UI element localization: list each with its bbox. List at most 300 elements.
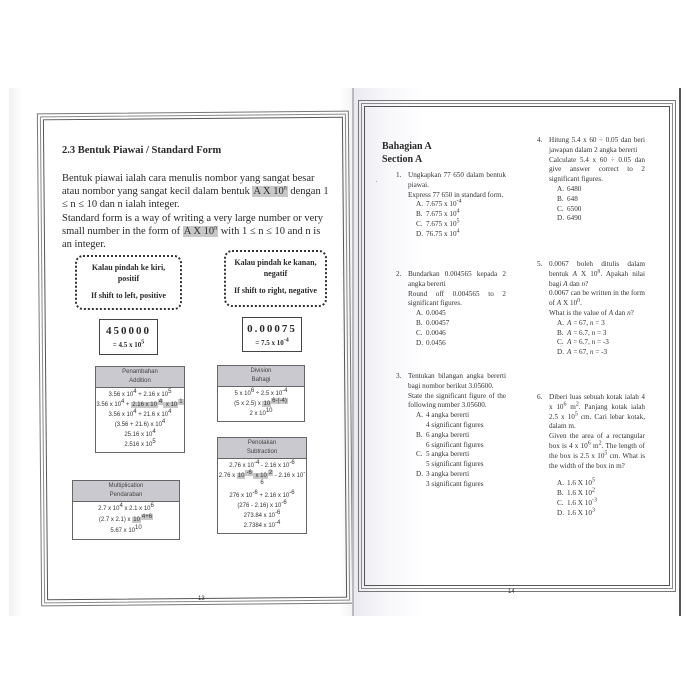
option-label: C. — [416, 328, 423, 337]
question-text — [549, 260, 645, 319]
definition-english-text: Standard form is a way of writing a very large number or very small number in the form of — [62, 213, 324, 237]
highlighted-exponent: -6 — [246, 470, 252, 476]
text-run: 4 angka bererti — [426, 411, 470, 420]
option-label: A. — [416, 200, 423, 209]
text-run: m — [590, 441, 599, 450]
question-number: 2. — [396, 270, 402, 278]
text-run: 5 x 10 — [234, 391, 251, 397]
variable: A — [567, 318, 572, 327]
question-number: 3. — [396, 372, 402, 380]
text-run: 2.516 x 10 — [124, 442, 153, 448]
exponent: 4 — [168, 409, 172, 415]
option-text — [567, 329, 606, 337]
question-text — [408, 372, 506, 411]
text-run: State the significant figure of the following number 3.05600. — [408, 391, 506, 410]
option-text — [567, 214, 581, 222]
exponent: 5 — [456, 218, 460, 225]
working-step — [218, 461, 306, 471]
text-run: Ungkapkan 77 650 dalam bentuk piawai. — [408, 171, 506, 189]
option-label: A. — [557, 184, 564, 193]
table-body — [218, 387, 304, 421]
text-run: . — [580, 299, 582, 308]
text-run: 273.84 x 10 — [243, 513, 275, 519]
note-english: If shift to left, positive — [91, 291, 166, 300]
exponent: 10 — [135, 525, 142, 531]
text-run: . Panjang kotak ialah 2.5 x 10 — [549, 402, 646, 421]
header-malay: Penambahan — [122, 369, 158, 375]
answer-option — [557, 348, 645, 358]
exponent: 5 — [591, 477, 595, 484]
text-run: = 67, — [571, 318, 590, 327]
answer-options — [557, 479, 645, 518]
option-translation: 3 significant figures — [426, 479, 484, 488]
working-step — [218, 389, 304, 399]
working-step — [218, 501, 306, 511]
question-number: 4. — [537, 136, 543, 144]
text-run: ? — [585, 279, 589, 288]
exponent: 4 — [121, 399, 125, 405]
text-run: x 2.1 x 10 — [122, 506, 151, 512]
exponent: -6 — [275, 510, 281, 516]
text-run: Round off 0.004565 to 2 significant figures. — [408, 289, 506, 308]
section-heading — [382, 140, 432, 166]
text-run: = -3 — [595, 338, 609, 347]
answer-option — [557, 479, 645, 489]
exponent: 6 — [563, 401, 567, 408]
text-run: 2.76 x — [218, 473, 237, 479]
exponent: 5 — [604, 450, 608, 457]
variable: n — [591, 328, 596, 337]
example-number: 0.00075 — [247, 323, 297, 335]
text-run: (276 - 2.16) x 10 — [237, 503, 282, 509]
text-run: 7.675 x 10 — [426, 210, 457, 219]
question-number: 6. — [537, 393, 543, 401]
option-label: C. — [557, 498, 564, 507]
result-exponent: -4 — [283, 337, 289, 344]
exponent: 2 — [598, 440, 602, 447]
option-text — [567, 195, 578, 203]
page-number: 13 — [198, 596, 205, 602]
text-run: 0.00457 — [426, 318, 450, 327]
exponent: 4 — [133, 409, 137, 415]
section-heading-english: Section A — [382, 154, 423, 165]
answer-option — [557, 509, 645, 519]
working-step — [218, 521, 306, 531]
table-body — [218, 459, 306, 533]
exponent: 4 — [119, 503, 123, 509]
exponent: 6 — [250, 388, 255, 394]
text-run: + — [124, 402, 132, 408]
form-exponent: n — [283, 185, 287, 192]
question — [537, 260, 645, 358]
working-step — [96, 390, 184, 400]
option-label: B. — [416, 210, 423, 219]
table-header — [96, 367, 184, 388]
variable: A — [567, 338, 572, 347]
example-result — [243, 339, 301, 347]
exponent: n — [577, 297, 581, 304]
option-text — [426, 329, 446, 337]
text-run: dan — [567, 279, 582, 288]
exponent: 2 — [591, 487, 595, 494]
exponent: 3 — [591, 507, 595, 514]
text-run: = 6.7, — [571, 328, 592, 337]
option-label: D. — [416, 229, 423, 238]
text-run: 7.675 x 10 — [426, 200, 457, 209]
answer-options — [557, 319, 645, 358]
option-label: A. — [416, 309, 423, 318]
option-label: D. — [416, 469, 423, 478]
option-label: C. — [416, 450, 423, 459]
table-body — [73, 502, 179, 539]
definition-malay-condition: dengan 1 ≤ n ≤ 10 dan n ialah integer. — [62, 186, 329, 210]
exponent: -6 — [289, 490, 295, 496]
exponent: 5 — [574, 411, 578, 418]
exponent: 2 — [575, 401, 579, 408]
text-run: 0.0067 can be written in the form of — [549, 289, 646, 308]
answer-options — [416, 411, 506, 489]
definition-malay — [62, 172, 332, 211]
text-run: dan — [613, 308, 628, 317]
example-number: 450000 — [106, 325, 151, 337]
question-number: 5. — [537, 260, 543, 268]
text-run: m — [566, 402, 576, 411]
option-text — [567, 479, 595, 487]
text-run: 2.76 x 10 — [229, 463, 254, 469]
working-step — [96, 440, 184, 450]
header-english: Division — [250, 368, 272, 374]
table-header — [218, 438, 306, 459]
result-exponent: 5 — [141, 339, 145, 346]
text-run: 0.0045 — [426, 309, 446, 318]
exponent: 6 — [150, 503, 154, 509]
answer-option — [416, 450, 506, 470]
multiplication-table — [72, 480, 180, 540]
answer-option — [557, 329, 645, 339]
text-run: 6480 — [567, 184, 582, 193]
highlighted-term: 2.16 x 10 — [132, 402, 157, 408]
highlighted-exponent: 4 — [158, 399, 163, 405]
text-run: 6500 — [567, 204, 582, 213]
answer-option — [557, 319, 645, 329]
highlighted-term: 10 — [263, 401, 271, 407]
option-text — [426, 431, 469, 439]
working-step — [218, 471, 306, 491]
text-run: = 6.7, — [571, 338, 592, 347]
text-run: X 10 — [561, 299, 578, 308]
text-run: Diberi luas sebuah kotak ialah 4 x 10 — [549, 393, 645, 411]
text-run: + 21.6 x 10 — [136, 412, 169, 418]
option-label: A. — [557, 318, 564, 327]
highlighted-term: 10 — [237, 473, 245, 479]
text-run: . Apakah nilai bagi — [549, 269, 645, 288]
option-text — [567, 185, 581, 193]
working-step — [96, 430, 184, 440]
exponent: 4 — [133, 389, 137, 395]
text-run: 1.6 X 10 — [567, 489, 592, 498]
option-text — [426, 200, 462, 208]
text-run: 0.0456 — [426, 338, 446, 347]
variable: n — [627, 308, 631, 317]
text-run: = -3 — [593, 348, 608, 357]
option-translation: 4 significant figures — [426, 420, 484, 429]
definition-english-condition: with 1 ≤ n ≤ 10 and n is an integer. — [62, 226, 321, 250]
subtraction-table — [217, 437, 307, 534]
question — [396, 270, 506, 348]
text-run: . The length of the box is 2.5 x 10 — [549, 441, 646, 460]
text-run: 1.6 X 10 — [567, 498, 592, 507]
text-run: 2 x 10 — [249, 411, 266, 417]
exponent: -6 — [289, 460, 295, 466]
option-label: B. — [557, 489, 564, 498]
variable: n — [581, 279, 586, 288]
exponent: -6 — [260, 470, 306, 486]
question-number: 1. — [396, 171, 402, 179]
text-run: 276 x 10 — [229, 493, 253, 499]
result-base: = 4.5 x 10 — [112, 341, 142, 349]
text-run: (2.7 x 2.1) x — [98, 517, 133, 523]
text-run: 3.56 x 10 — [108, 412, 134, 418]
answer-option — [557, 489, 645, 499]
option-text — [426, 339, 446, 347]
option-label: C. — [557, 204, 564, 213]
text-run: 3 angka bererti — [426, 469, 470, 478]
answer-option — [416, 200, 506, 210]
exponent: 4 — [456, 228, 460, 235]
option-text — [567, 319, 605, 327]
exponent: 4 — [456, 208, 460, 215]
text-run: 1.6 X 10 — [567, 508, 592, 517]
division-table — [217, 365, 305, 422]
text-run: X 10 — [576, 269, 598, 278]
text-run: 1.6 X 10 — [567, 479, 592, 488]
question — [396, 171, 506, 240]
question — [537, 136, 645, 224]
answer-options — [416, 309, 506, 348]
option-text — [426, 470, 469, 478]
highlighted-exponent: 2 — [268, 470, 273, 476]
definition-malay-text: Bentuk piawai ialah cara menulis nombor yang sangat besar atau nombor yang sangat kecil dalam bentuk — [62, 173, 315, 197]
working-step — [96, 410, 184, 420]
text-run: 7.675 x 10 — [426, 219, 457, 228]
table-header — [73, 481, 179, 502]
highlighted-term: x 10 — [253, 473, 267, 479]
text-run: 0.0046 — [426, 328, 446, 337]
answer-option — [416, 230, 506, 240]
option-translation: 5 significant figures — [426, 460, 484, 469]
text-run: 2.7384 x 10 — [243, 523, 275, 529]
answer-option — [557, 205, 645, 215]
highlighted-term: 10 — [133, 517, 140, 523]
text-run: 76.75 x 10 — [426, 229, 457, 238]
text-run: ? — [630, 308, 634, 317]
text-run: cm. What is the width of the box in m? — [549, 451, 646, 470]
exponent: 6 — [587, 440, 591, 447]
variable: A — [608, 308, 614, 317]
text-run: (5 x 2.5) x — [234, 401, 263, 407]
question-text — [549, 393, 645, 471]
text-run: Calculate 5.4 x 60 ÷ 0.05 dan give answer correct to 2 significant figures. — [549, 155, 645, 184]
working-step — [218, 409, 304, 419]
result-base: = 7.5 x 10 — [255, 339, 284, 347]
answer-option — [416, 319, 506, 329]
highlighted-exponent: 6-(-4) — [272, 398, 287, 404]
answer-option — [416, 210, 506, 220]
answer-option — [416, 470, 506, 490]
option-text — [426, 220, 460, 228]
text-run: Tentukan bilangan angka bererti bagi nombor berikut 3.05600. — [408, 372, 506, 390]
definition-english — [62, 212, 332, 251]
text-run: = 67, — [571, 348, 590, 357]
text-run: 0.0067 boleh ditulis dalam bentuk — [549, 260, 645, 278]
text-run: 6 angka bererti — [426, 430, 470, 439]
exponent: -6 — [252, 490, 258, 496]
answer-option — [557, 195, 645, 205]
option-label: B. — [416, 430, 423, 439]
option-label: A. — [557, 479, 564, 488]
text-run: = 3 — [593, 318, 605, 327]
working-step — [96, 420, 184, 430]
option-label: B. — [557, 328, 564, 337]
exponent: 5 — [168, 389, 172, 395]
option-text — [567, 489, 595, 497]
note-malay: Kalau pindah ke kanan, negatif — [234, 258, 317, 278]
exponent: -3 — [591, 497, 597, 504]
question-text — [549, 136, 645, 185]
working-step — [73, 515, 179, 526]
note-malay: Kalau pindah ke kiri, positif — [91, 263, 166, 283]
variable: n — [589, 348, 594, 357]
text-run: 6490 — [567, 214, 582, 223]
highlighted-term: x 10 — [164, 402, 178, 408]
text-run: 25.16 x 10 — [124, 432, 153, 438]
option-text — [426, 230, 460, 238]
text-run: - 2.16 x 10 — [259, 463, 290, 469]
example-large-number — [99, 319, 158, 355]
answer-option — [416, 309, 506, 319]
text-run: 3.56 x 10 — [96, 402, 122, 408]
form-base: A X 10 — [183, 226, 215, 237]
example-small-number — [242, 317, 302, 352]
option-text — [426, 411, 469, 419]
text-run: 2.7 x 10 — [98, 506, 120, 512]
table-body — [96, 388, 184, 452]
answer-option — [416, 220, 506, 230]
variable: A — [567, 328, 572, 337]
exponent: 4 — [152, 429, 156, 435]
working-step — [218, 491, 306, 501]
question — [537, 393, 645, 519]
option-label: C. — [416, 219, 423, 228]
margin-dot: . — [376, 178, 378, 184]
text-run: What is the value of — [549, 308, 609, 317]
text-run: 648 — [567, 194, 578, 203]
question-text — [408, 270, 506, 309]
exponent: 5 — [152, 439, 156, 445]
example-result — [100, 341, 157, 349]
working-step — [218, 511, 306, 521]
note-shift-left — [75, 255, 182, 310]
highlighted-form — [183, 226, 218, 237]
option-label: C. — [557, 338, 564, 347]
text-run: Given the area of a rectangular box is 4 x 10 — [549, 432, 645, 450]
text-run: + 2.16 x 10 — [257, 493, 290, 499]
exponent: -4 — [253, 460, 260, 466]
option-label: D. — [557, 348, 564, 357]
variable: A — [563, 279, 568, 288]
exponent: -4 — [456, 199, 462, 205]
answer-option — [557, 338, 645, 348]
header-english: Subtraction — [246, 449, 278, 455]
exponent: n — [597, 268, 601, 275]
header-malay: Penolakan — [247, 440, 277, 446]
table-header — [218, 366, 304, 387]
note-english: If shift to right, negative — [234, 286, 317, 295]
exponent: -4 — [275, 520, 281, 526]
option-text — [426, 210, 460, 218]
text-run: 5 angka bererti — [426, 450, 470, 459]
left-page — [9, 88, 353, 616]
answer-option — [557, 214, 645, 224]
text-run: (3.56 + 21.6) x 10 — [114, 422, 162, 428]
exponent: -4 — [282, 388, 288, 394]
option-text — [567, 509, 595, 517]
header-malay: Pendaraban — [109, 492, 143, 498]
option-text — [567, 338, 609, 346]
option-label: D. — [557, 214, 564, 223]
header-english: Addition — [129, 378, 151, 384]
text-run: - 2.16 x 10 — [273, 473, 304, 479]
section-title: 2.3 Bentuk Piawai / Standard Form — [62, 145, 222, 156]
option-translation: 6 significant figures — [426, 440, 484, 449]
option-text — [567, 205, 581, 213]
answer-option — [416, 411, 506, 431]
option-text — [567, 499, 597, 507]
exponent: -6 — [281, 500, 287, 506]
note-shift-right — [224, 250, 327, 307]
answer-option — [416, 431, 506, 451]
variable: A — [572, 269, 577, 278]
exponent: 10 — [265, 408, 273, 414]
answer-option — [416, 339, 506, 349]
working-step — [73, 504, 179, 515]
text-run: Hitung 5.4 x 60 ÷ 0.05 dan beri jawapan dalam 2 angka bererti — [549, 136, 645, 154]
option-text — [426, 319, 449, 327]
answer-options — [557, 185, 645, 224]
option-label: D. — [416, 338, 423, 347]
working-step — [73, 526, 179, 537]
highlighted-exponent: 1 — [179, 399, 183, 405]
highlighted-form — [252, 186, 287, 197]
text-run: Express 77 650 in standard form. — [408, 190, 504, 199]
question-text — [408, 171, 506, 200]
option-text — [426, 450, 469, 458]
variable: n — [589, 318, 594, 327]
variable: A — [567, 348, 572, 357]
option-text — [567, 348, 607, 356]
section-heading-malay: Bahagian A — [382, 141, 432, 152]
question — [396, 372, 506, 490]
answer-option — [557, 499, 645, 509]
text-run: ÷ 2.5 x 10 — [254, 391, 283, 397]
text-run: + 2.16 x 10 — [136, 392, 169, 398]
option-label: B. — [416, 318, 423, 327]
answer-option — [557, 185, 645, 195]
highlighted-exponent: 4+6 — [141, 514, 153, 520]
header-english: Multiplication — [108, 483, 144, 489]
text-run: cm. Cari lebar kotak, dalam m. — [549, 412, 645, 431]
text-run: Bundarkan 0.004565 kepada 2 angka bererti — [408, 270, 506, 288]
